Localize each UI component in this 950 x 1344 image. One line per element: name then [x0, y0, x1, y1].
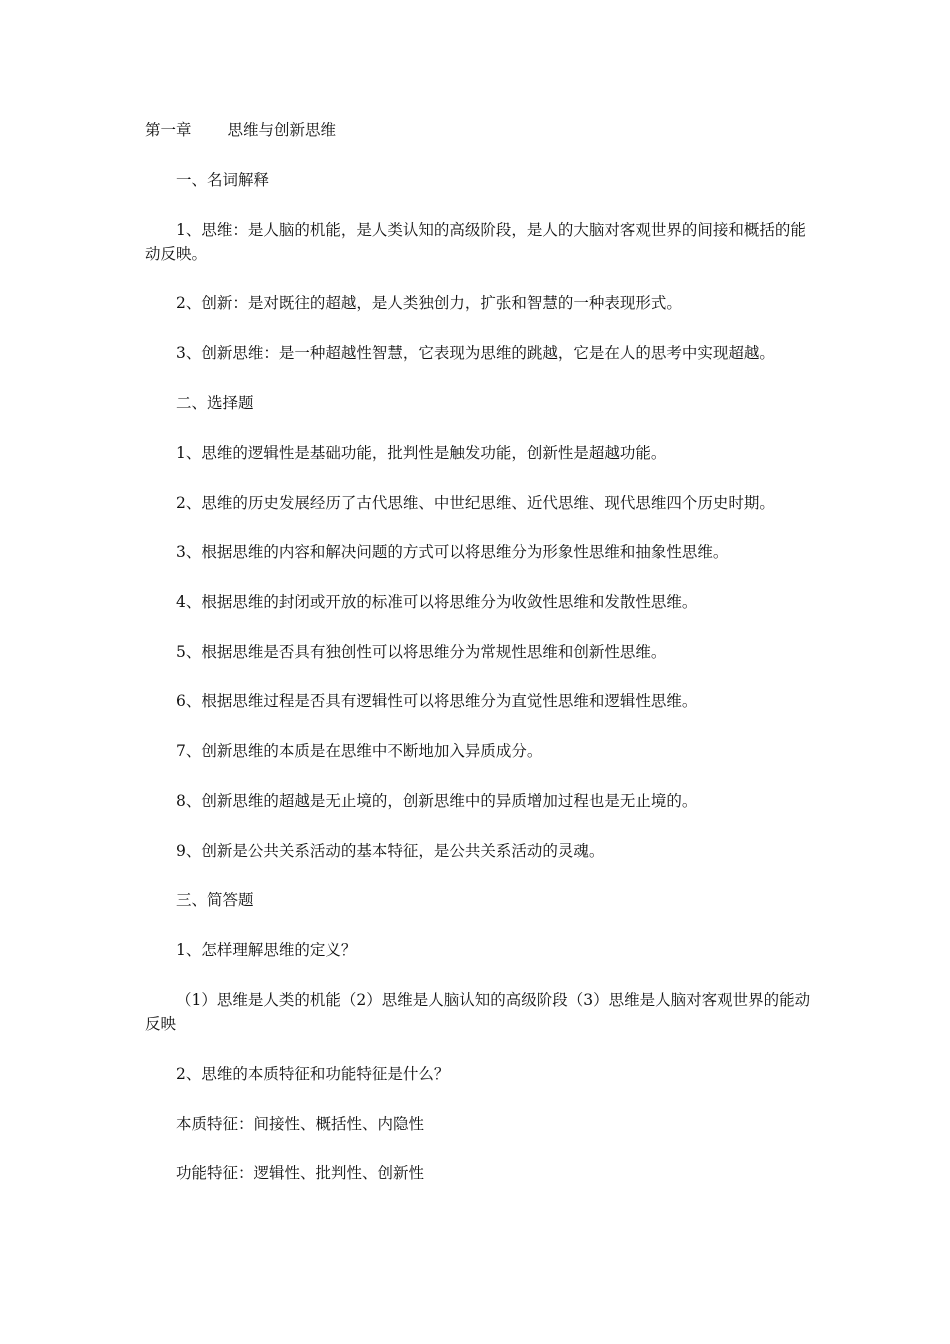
- choice-item-1: 1、思维的逻辑性是基础功能，批判性是触发功能，创新性是超越功能。: [176, 444, 667, 462]
- answer-2-essential: 本质特征：间接性、概括性、内隐性: [176, 1115, 425, 1133]
- choice-item-5: 5、根据思维是否具有独创性可以将思维分为常规性思维和创新性思维。: [176, 643, 667, 661]
- choice-item-7: 7、创新思维的本质是在思维中不断地加入异质成分。: [176, 742, 543, 760]
- choice-item-2: 2、思维的历史发展经历了古代思维、中世纪思维、近代思维、现代思维四个历史时期。: [176, 494, 775, 512]
- section-heading-terms: 一、名词解释: [176, 171, 270, 189]
- answer-2-functional: 功能特征：逻辑性、批判性、创新性: [176, 1164, 425, 1182]
- section-heading-short-answer: 三、简答题: [176, 891, 254, 909]
- choice-item-3: 3、根据思维的内容和解决问题的方式可以将思维分为形象性思维和抽象性思维。: [176, 543, 729, 561]
- chapter-title: [145, 118, 813, 142]
- term-item-1: 1、思维：是人脑的机能，是人类认知的高级阶段，是人的大脑对客观世界的间接和概括的能动反映。: [145, 221, 806, 263]
- answer-1: （1）思维是人类的机能（2）思维是人脑认知的高级阶段（3）思维是人脑对客观世界的能动反映: [145, 991, 811, 1033]
- question-2: 2、思维的本质特征和功能特征是什么？: [176, 1065, 450, 1083]
- term-item-3: 3、创新思维：是一种超越性智慧，它表现为思维的跳越，它是在人的思考中实现超越。: [176, 344, 775, 362]
- section-heading-choice: 二、选择题: [176, 394, 254, 412]
- choice-item-4: 4、根据思维的封闭或开放的标准可以将思维分为收敛性思维和发散性思维。: [176, 593, 698, 611]
- chapter-name: 思维与创新思维: [227, 121, 337, 139]
- question-1: 1、怎样理解思维的定义？: [176, 941, 357, 959]
- chapter-number: 第一章: [145, 121, 192, 139]
- choice-item-8: 8、创新思维的超越是无止境的，创新思维中的异质增加过程也是无止境的。: [176, 792, 698, 810]
- choice-item-9: 9、创新是公共关系活动的基本特征，是公共关系活动的灵魂。: [176, 842, 605, 860]
- choice-item-6: 6、根据思维过程是否具有逻辑性可以将思维分为直觉性思维和逻辑性思维。: [176, 692, 698, 710]
- term-item-2: 2、创新：是对既往的超越，是人类独创力，扩张和智慧的一种表现形式。: [176, 294, 682, 312]
